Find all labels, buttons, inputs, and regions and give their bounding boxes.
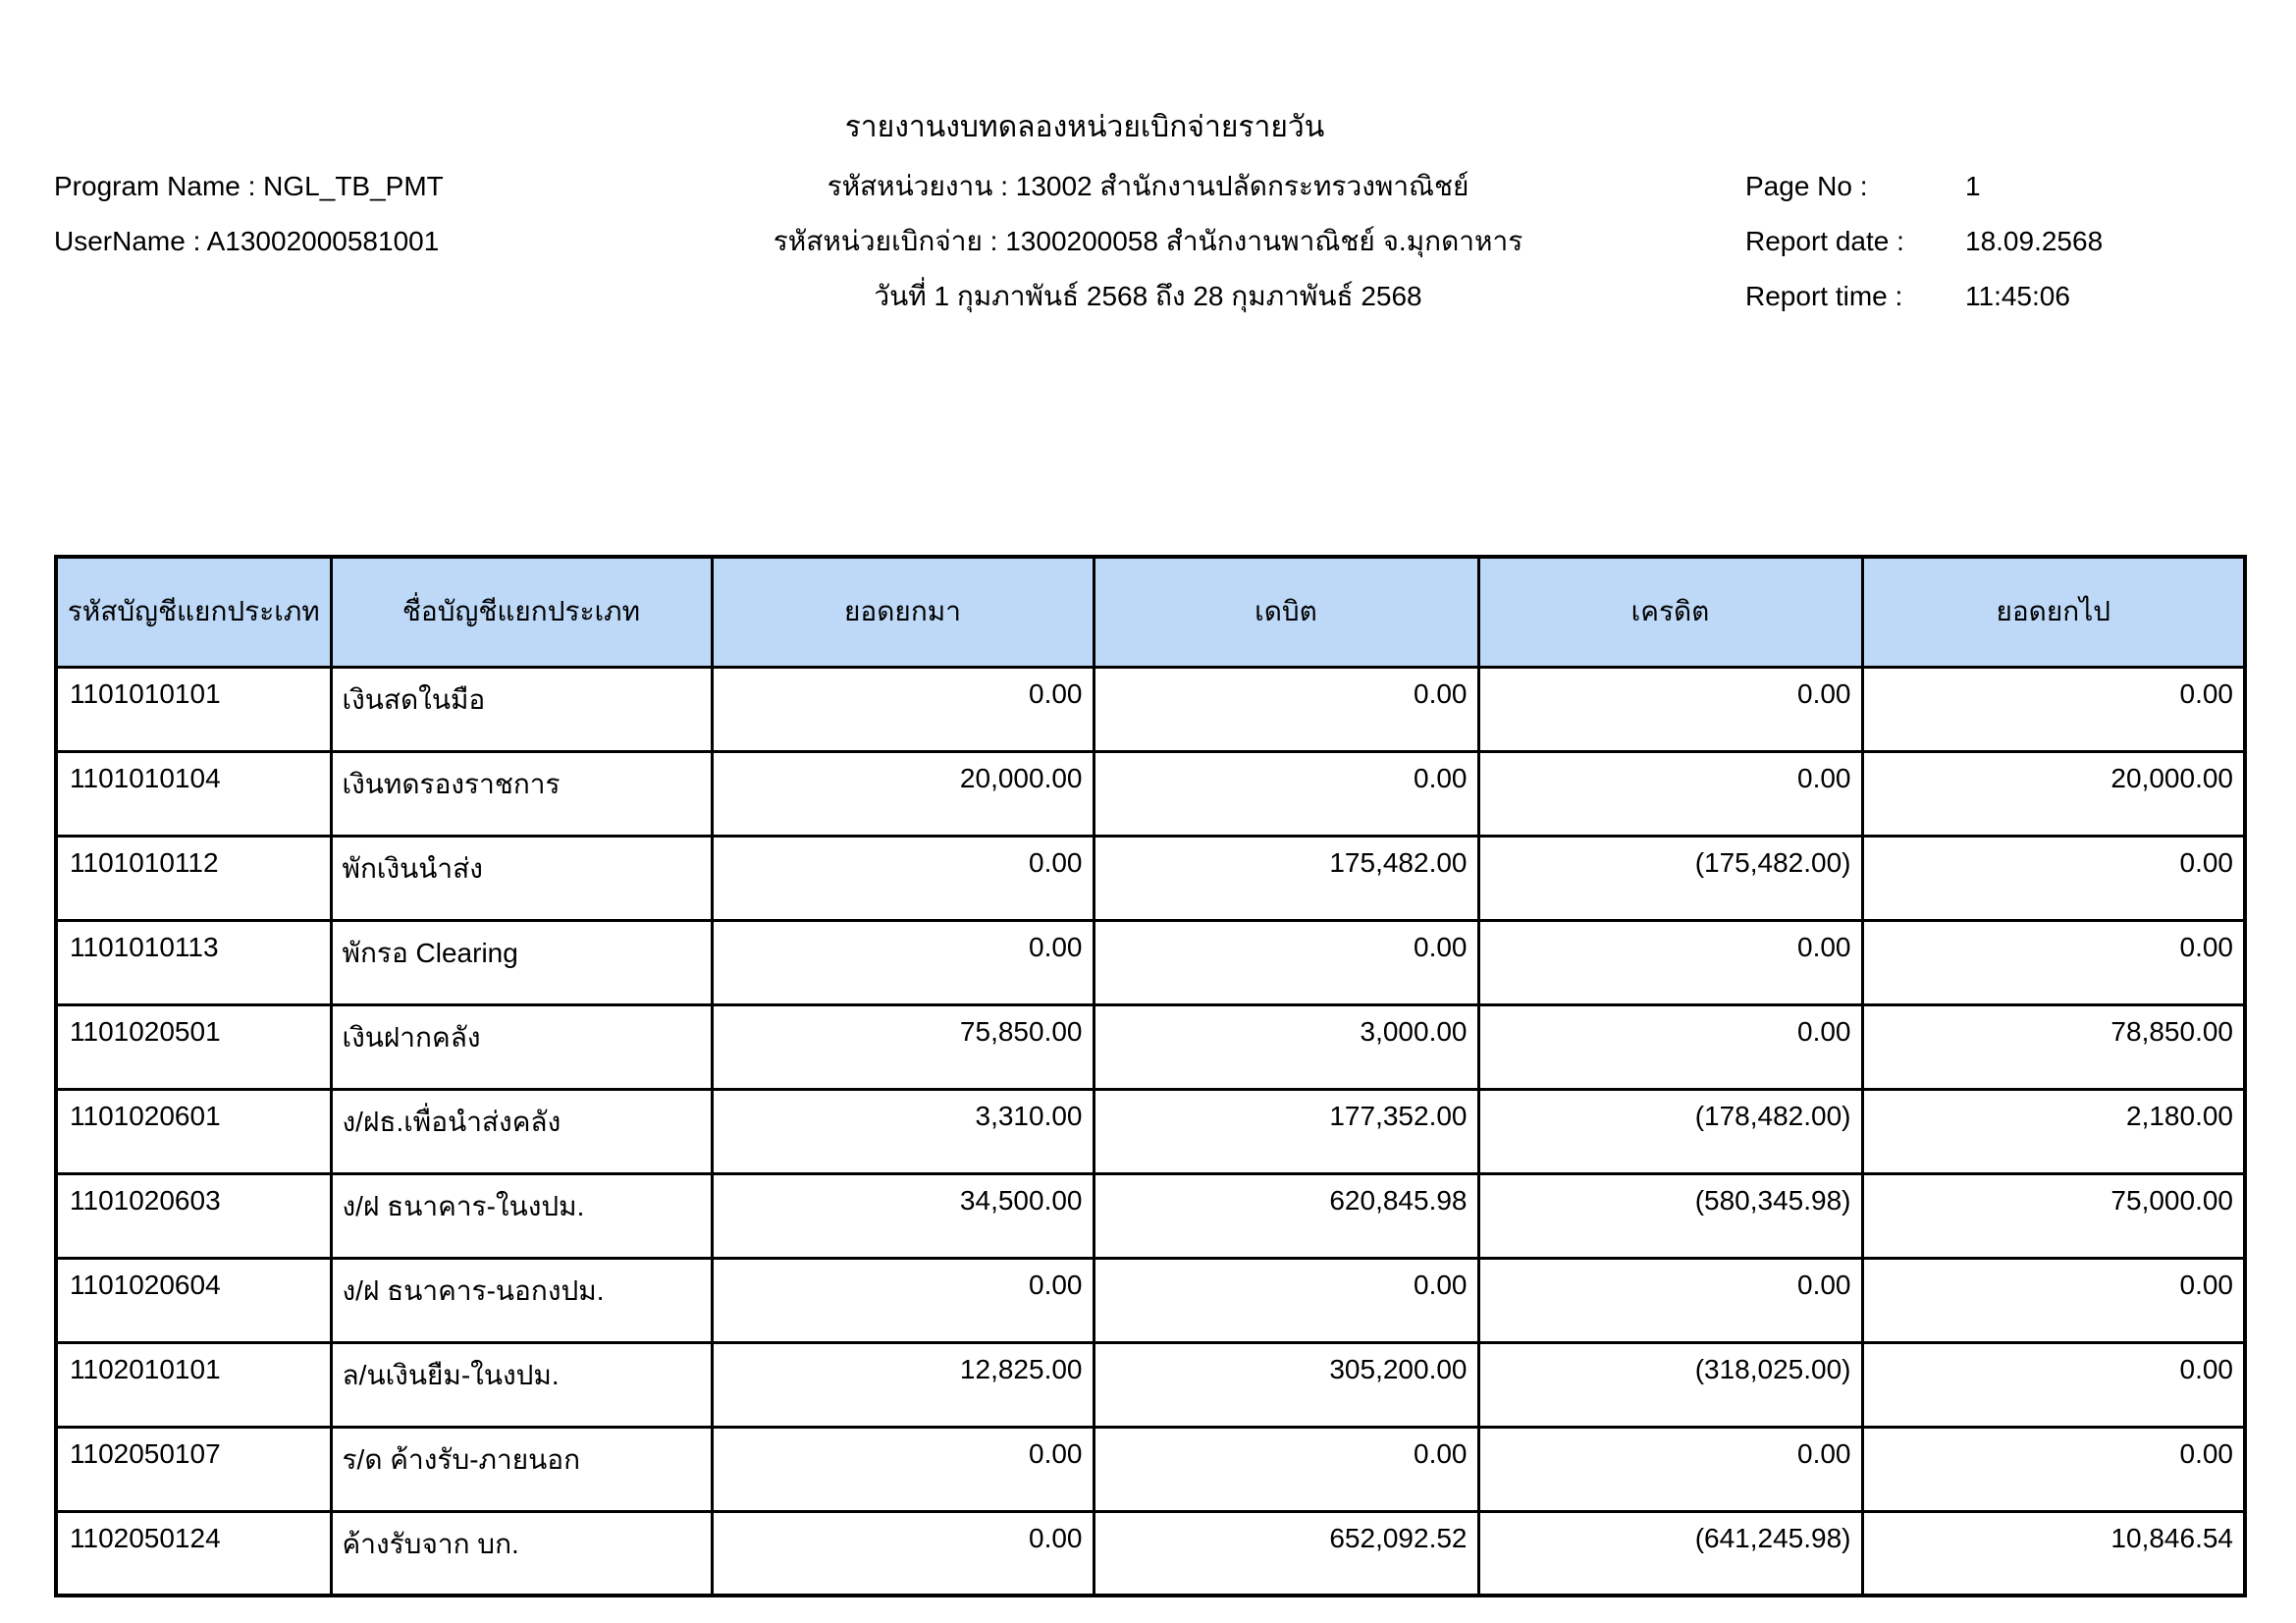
cell-credit: (641,245.98): [1478, 1511, 1862, 1596]
cell-bring-forward: 0.00: [712, 667, 1094, 751]
cell-credit: (318,025.00): [1478, 1342, 1862, 1427]
cell-bring-forward: 0.00: [712, 836, 1094, 920]
cell-account-code: 1102050124: [56, 1511, 331, 1596]
cell-account-name: ล/นเงินยืม-ในงปม.: [331, 1342, 712, 1427]
table-row: [56, 1089, 2245, 1173]
page-no-value: 1: [1965, 171, 1981, 201]
cell-account-name: เงินฝากคลัง: [331, 1004, 712, 1089]
cell-debit: 0.00: [1094, 667, 1478, 751]
cell-credit: 0.00: [1478, 1004, 1862, 1089]
table-row: [56, 836, 2245, 920]
report-time-label: Report time :: [1745, 281, 1903, 311]
cell-bring-forward: 0.00: [712, 1258, 1094, 1342]
cell-debit: 0.00: [1094, 751, 1478, 836]
table-row: [56, 1173, 2245, 1258]
cell-bring-forward: 12,825.00: [712, 1342, 1094, 1427]
cell-credit: 0.00: [1478, 667, 1862, 751]
cell-debit: 175,482.00: [1094, 836, 1478, 920]
agency-code-line: รหัสหน่วยงาน : 13002 สำนักงานปลัดกระทรวงพาณิชย์: [827, 171, 1469, 201]
cell-account-code: 1101020604: [56, 1258, 331, 1342]
column-header-account-code: รหัสบัญชีแยกประเภท: [56, 557, 331, 667]
cell-debit: 0.00: [1094, 1427, 1478, 1511]
table-row: [56, 1342, 2245, 1427]
cell-credit: 0.00: [1478, 1427, 1862, 1511]
cell-carry-forward: 0.00: [1862, 1342, 2245, 1427]
cell-carry-forward: 20,000.00: [1862, 751, 2245, 836]
cell-account-code: 1101010104: [56, 751, 331, 836]
column-header-carry-forward: ยอดยกไป: [1862, 557, 2245, 667]
column-header-debit: เดบิต: [1094, 557, 1478, 667]
cell-account-name: ง/ฝ ธนาคาร-ในงปม.: [331, 1173, 712, 1258]
table-row: [56, 1258, 2245, 1342]
cell-carry-forward: 0.00: [1862, 1258, 2245, 1342]
cell-account-code: 1101020501: [56, 1004, 331, 1089]
cell-carry-forward: 0.00: [1862, 836, 2245, 920]
cell-debit: 0.00: [1094, 920, 1478, 1004]
cell-bring-forward: 0.00: [712, 1427, 1094, 1511]
cell-account-code: 1102050107: [56, 1427, 331, 1511]
column-header-account-name: ชื่อบัญชีแยกประเภท: [331, 557, 712, 667]
report-time-value: 11:45:06: [1965, 281, 2070, 311]
report-date-value: 18.09.2568: [1965, 226, 2104, 256]
cell-credit: 0.00: [1478, 1258, 1862, 1342]
cell-credit: 0.00: [1478, 751, 1862, 836]
cell-bring-forward: 0.00: [712, 1511, 1094, 1596]
table-header-row: [56, 557, 2245, 667]
table-row: [56, 1427, 2245, 1511]
cell-carry-forward: 75,000.00: [1862, 1173, 2245, 1258]
date-range-line: วันที่ 1 กุมภาพันธ์ 2568 ถึง 28 กุมภาพันธ์ 2568: [874, 281, 1422, 311]
username-line: UserName : A13002000581001: [54, 226, 440, 256]
column-header-bring-forward: ยอดยกมา: [712, 557, 1094, 667]
table-row: [56, 920, 2245, 1004]
cell-bring-forward: 75,850.00: [712, 1004, 1094, 1089]
cell-credit: (175,482.00): [1478, 836, 1862, 920]
cell-account-name: ค้างรับจาก บก.: [331, 1511, 712, 1596]
cell-carry-forward: 0.00: [1862, 920, 2245, 1004]
report-date-label: Report date :: [1745, 226, 1904, 256]
table-row: [56, 667, 2245, 751]
trial-balance-table: [54, 555, 2247, 1597]
cell-account-code: 1101020601: [56, 1089, 331, 1173]
cell-carry-forward: 10,846.54: [1862, 1511, 2245, 1596]
cell-account-name: พักเงินนำส่ง: [331, 836, 712, 920]
cell-debit: 0.00: [1094, 1258, 1478, 1342]
cell-account-code: 1102010101: [56, 1342, 331, 1427]
table-row: [56, 1511, 2245, 1596]
cell-bring-forward: 20,000.00: [712, 751, 1094, 836]
cell-debit: 305,200.00: [1094, 1342, 1478, 1427]
program-name-line: Program Name : NGL_TB_PMT: [54, 171, 444, 201]
cell-account-name: พักรอ Clearing: [331, 920, 712, 1004]
cell-account-code: 1101010112: [56, 836, 331, 920]
cell-carry-forward: 0.00: [1862, 667, 2245, 751]
cell-account-name: ง/ฝธ.เพื่อนำส่งคลัง: [331, 1089, 712, 1173]
cell-carry-forward: 0.00: [1862, 1427, 2245, 1511]
report-title: รายงานงบทดลองหน่วยเบิกจ่ายรายวัน: [844, 111, 1325, 143]
cell-account-name: ง/ฝ ธนาคาร-นอกงปม.: [331, 1258, 712, 1342]
disbursement-unit-line: รหัสหน่วยเบิกจ่าย : 1300200058 สำนักงานพาณิชย์ จ.มุกดาหาร: [773, 226, 1523, 256]
cell-credit: 0.00: [1478, 920, 1862, 1004]
cell-debit: 3,000.00: [1094, 1004, 1478, 1089]
column-header-credit: เครดิต: [1478, 557, 1862, 667]
cell-credit: (178,482.00): [1478, 1089, 1862, 1173]
cell-debit: 620,845.98: [1094, 1173, 1478, 1258]
cell-account-code: 1101010101: [56, 667, 331, 751]
cell-bring-forward: 3,310.00: [712, 1089, 1094, 1173]
table-row: [56, 1004, 2245, 1089]
cell-debit: 652,092.52: [1094, 1511, 1478, 1596]
cell-carry-forward: 78,850.00: [1862, 1004, 2245, 1089]
table-row: [56, 751, 2245, 836]
cell-account-name: เงินทดรองราชการ: [331, 751, 712, 836]
cell-account-name: เงินสดในมือ: [331, 667, 712, 751]
cell-bring-forward: 34,500.00: [712, 1173, 1094, 1258]
cell-debit: 177,352.00: [1094, 1089, 1478, 1173]
cell-credit: (580,345.98): [1478, 1173, 1862, 1258]
cell-account-code: 1101010113: [56, 920, 331, 1004]
cell-account-name: ร/ด ค้างรับ-ภายนอก: [331, 1427, 712, 1511]
cell-account-code: 1101020603: [56, 1173, 331, 1258]
page-no-label: Page No :: [1745, 171, 1868, 201]
cell-bring-forward: 0.00: [712, 920, 1094, 1004]
cell-carry-forward: 2,180.00: [1862, 1089, 2245, 1173]
